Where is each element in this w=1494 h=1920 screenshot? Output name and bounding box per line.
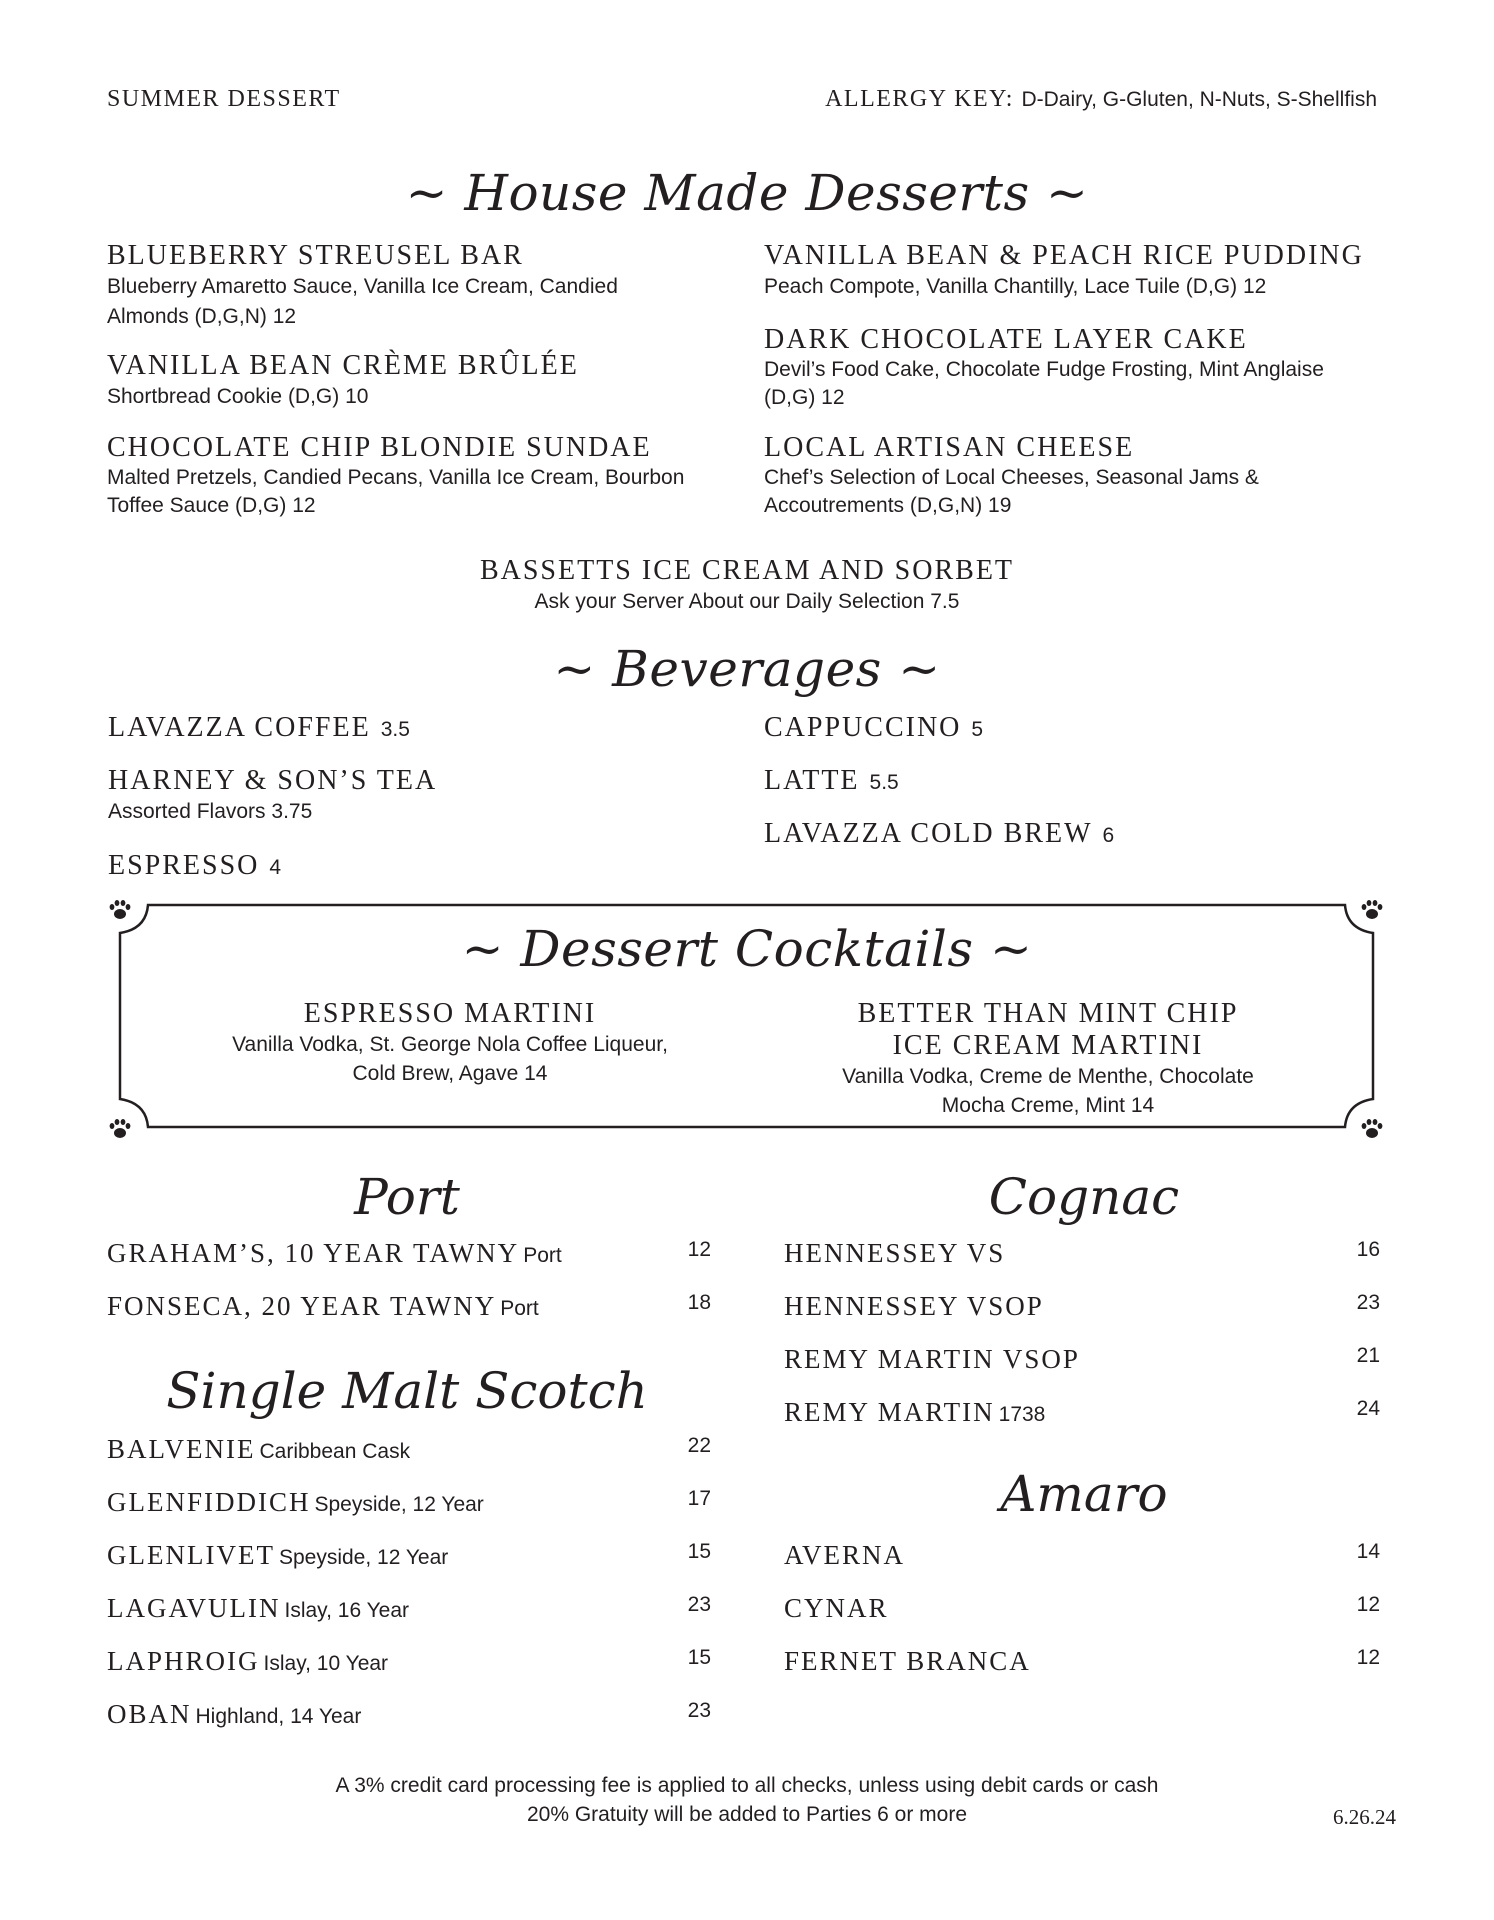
drink-name: REMY MARTIN: [784, 1397, 995, 1427]
dessert-name: DARK CHOCOLATE LAYER CAKE: [764, 324, 1248, 355]
desserts-right-column: [764, 240, 1404, 520]
drink-price: 15: [687, 1540, 711, 1563]
drink-price: 12: [687, 1238, 711, 1261]
dessert-name: CHOCOLATE CHIP BLONDIE SUNDAE: [107, 432, 652, 463]
drink-name: CYNAR: [784, 1593, 889, 1623]
beverage-item: [108, 712, 708, 765]
cocktails-title: ~ Dessert Cocktails ~: [461, 920, 1033, 978]
drink-name: LAPHROIG: [107, 1646, 260, 1676]
scotch-list: [107, 1434, 711, 1752]
drink-name: LAGAVULIN: [107, 1593, 281, 1623]
drink-note: Caribbean Cask: [259, 1440, 411, 1463]
drink-row: [784, 1397, 1380, 1450]
drink-price: 15: [687, 1646, 711, 1669]
drink-name: REMY MARTIN VSOP: [784, 1344, 1080, 1374]
drink-row: [784, 1540, 1380, 1593]
drink-row: [107, 1238, 711, 1291]
beverage-name: LAVAZZA COLD BREW: [764, 818, 1093, 849]
paw-icon: [108, 898, 132, 922]
drink-note: Speyside, 12 Year: [314, 1493, 484, 1516]
allergy-key: [825, 86, 1377, 113]
desserts-left-column: [107, 240, 747, 520]
paw-icon: [1360, 898, 1384, 922]
amaro-title: Amaro: [1000, 1465, 1168, 1523]
beverage-price: 4: [269, 856, 282, 879]
beverages-right-column: [764, 712, 1364, 850]
drink-price: 24: [1356, 1397, 1380, 1420]
drink-price: 16: [1356, 1238, 1380, 1261]
drink-price: 14: [1356, 1540, 1380, 1563]
drink-price: 18: [687, 1291, 711, 1314]
cognac-list: [784, 1238, 1380, 1450]
drink-name: HENNESSEY VSOP: [784, 1291, 1044, 1321]
drink-name: GLENFIDDICH: [107, 1487, 311, 1517]
beverage-name: HARNEY & SON’S TEA: [108, 765, 438, 796]
drink-note: Islay, 16 Year: [284, 1599, 410, 1622]
drink-price: 17: [687, 1487, 711, 1510]
dessert-desc: Malted Pretzels, Candied Pecans, Vanilla Ice Cream, Bourbon: [107, 466, 685, 489]
drink-note: Port: [500, 1297, 539, 1320]
beverage-item: [764, 712, 1364, 765]
drink-price: 23: [1356, 1291, 1380, 1314]
dessert-desc: Accoutrements (D,G,N) 19: [764, 494, 1012, 517]
drink-name: GLENLIVET: [107, 1540, 275, 1570]
dessert-desc: Peach Compote, Vanilla Chantilly, Lace Tuile (D,G) 12: [764, 275, 1267, 298]
cocktail-item: [160, 998, 740, 1088]
beverage-name: LAVAZZA COFFEE: [108, 712, 371, 743]
dessert-item: [764, 240, 1404, 324]
dessert-desc: Shortbread Cookie (D,G) 10: [107, 385, 369, 408]
ice-cream-item: [0, 555, 1494, 617]
menu-date: 6.26.24: [1333, 1805, 1396, 1829]
allergy-key-label: ALLERGY KEY:: [825, 86, 1014, 112]
dessert-desc: Almonds (D,G,N) 12: [107, 305, 297, 328]
beverage-price: 6: [1102, 824, 1115, 847]
drink-row: [107, 1646, 711, 1699]
dessert-desc: Blueberry Amaretto Sauce, Vanilla Ice Cream, Candied: [107, 275, 618, 298]
fee-notice: A 3% credit card processing fee is applied to all checks, unless using debit cards or cash: [335, 1774, 1159, 1797]
cocktail-name: ICE CREAM MARTINI: [892, 1030, 1204, 1061]
dessert-name: VANILLA BEAN & PEACH RICE PUDDING: [764, 240, 1364, 271]
beverage-name: LATTE: [764, 765, 860, 796]
drink-name: BALVENIE: [107, 1434, 256, 1464]
cocktail-item: [758, 998, 1338, 1120]
cognac-title: Cognac: [988, 1168, 1180, 1226]
drink-row: [784, 1238, 1380, 1291]
beverage-price: 5: [971, 718, 984, 741]
gratuity-notice: 20% Gratuity will be added to Parties 6 or more: [526, 1803, 968, 1826]
beverage-name: ESPRESSO: [108, 850, 260, 881]
beverage-item: [108, 850, 708, 882]
drink-price: 23: [687, 1699, 711, 1722]
beverage-item: [108, 765, 708, 850]
footer-notes: [0, 1771, 1494, 1829]
drink-price: 12: [1356, 1646, 1380, 1669]
beverage-item: [764, 765, 1364, 818]
paw-icon: [108, 1117, 132, 1141]
drink-row: [784, 1593, 1380, 1646]
drink-name: HENNESSEY VS: [784, 1238, 1006, 1268]
drink-name: AVERNA: [784, 1540, 906, 1570]
beverages-left-column: [108, 712, 708, 882]
drink-row: [784, 1344, 1380, 1397]
scotch-title: Single Malt Scotch: [166, 1362, 648, 1420]
cocktail-desc: Cold Brew, Agave 14: [352, 1062, 548, 1085]
dessert-item: [107, 240, 747, 350]
beverage-price: 3.5: [380, 718, 410, 741]
beverages-title: ~ Beverages ~: [553, 640, 941, 698]
drink-row: [107, 1487, 711, 1540]
drink-note: Islay, 10 Year: [263, 1652, 389, 1675]
drink-note: 1738: [998, 1403, 1046, 1426]
drink-row: [107, 1291, 711, 1331]
drink-note: Speyside, 12 Year: [278, 1546, 449, 1569]
dessert-name: VANILLA BEAN CRÈME BRÛLÉE: [107, 350, 579, 381]
dessert-item: [764, 324, 1404, 432]
beverage-name: CAPPUCCINO: [764, 712, 962, 743]
cocktail-desc: Mocha Creme, Mint 14: [941, 1094, 1155, 1117]
drink-row: [107, 1540, 711, 1593]
beverage-desc: Assorted Flavors 3.75: [108, 800, 313, 823]
drink-price: 12: [1356, 1593, 1380, 1616]
menu-name: SUMMER DESSERT: [107, 86, 341, 112]
drink-row: [784, 1291, 1380, 1344]
drink-name: OBAN: [107, 1699, 192, 1729]
drink-row: [107, 1434, 711, 1487]
drink-row: [784, 1646, 1380, 1699]
amaro-list: [784, 1540, 1380, 1699]
beverage-item: [764, 818, 1364, 850]
drink-note: Highland, 14 Year: [195, 1705, 362, 1728]
drink-name: GRAHAM’S, 10 YEAR TAWNY: [107, 1238, 520, 1268]
drink-note: Port: [523, 1244, 562, 1267]
paw-icon: [1360, 1117, 1384, 1141]
dessert-name: BLUEBERRY STREUSEL BAR: [107, 240, 524, 271]
drink-price: 22: [687, 1434, 711, 1457]
drink-price: 23: [687, 1593, 711, 1616]
cocktail-desc: Vanilla Vodka, Creme de Menthe, Chocolate: [842, 1065, 1254, 1088]
dessert-item: [107, 432, 747, 520]
allergy-key-text: D-Dairy, G-Gluten, N-Nuts, S-Shellfish: [1021, 88, 1377, 111]
dessert-item: [764, 432, 1404, 520]
dessert-desc: Chef’s Selection of Local Cheeses, Seasonal Jams &: [764, 466, 1259, 489]
cocktail-name: ESPRESSO MARTINI: [303, 998, 597, 1029]
dessert-desc: (D,G) 12: [764, 386, 845, 409]
drink-name: FONSECA, 20 YEAR TAWNY: [107, 1291, 497, 1321]
dessert-name: LOCAL ARTISAN CHEESE: [764, 432, 1135, 463]
cocktail-name: BETTER THAN MINT CHIP: [857, 998, 1239, 1029]
port-list: [107, 1238, 711, 1331]
drink-price: 21: [1356, 1344, 1380, 1367]
cocktail-desc: Vanilla Vodka, St. George Nola Coffee Liqueur,: [232, 1033, 668, 1056]
drink-row: [107, 1699, 711, 1752]
drink-row: [107, 1593, 711, 1646]
dessert-name: BASSETTS ICE CREAM AND SORBET: [479, 555, 1015, 586]
beverage-price: 5.5: [869, 771, 899, 794]
dessert-desc: Devil’s Food Cake, Chocolate Fudge Frosting, Mint Anglaise: [764, 358, 1324, 381]
drink-name: FERNET BRANCA: [784, 1646, 1031, 1676]
dessert-desc: Ask your Server About our Daily Selection 7.5: [534, 590, 960, 613]
desserts-title: ~ House Made Desserts ~: [405, 164, 1089, 222]
port-title: Port: [354, 1168, 460, 1226]
dessert-desc: Toffee Sauce (D,G) 12: [107, 494, 316, 517]
dessert-item: [107, 350, 747, 432]
